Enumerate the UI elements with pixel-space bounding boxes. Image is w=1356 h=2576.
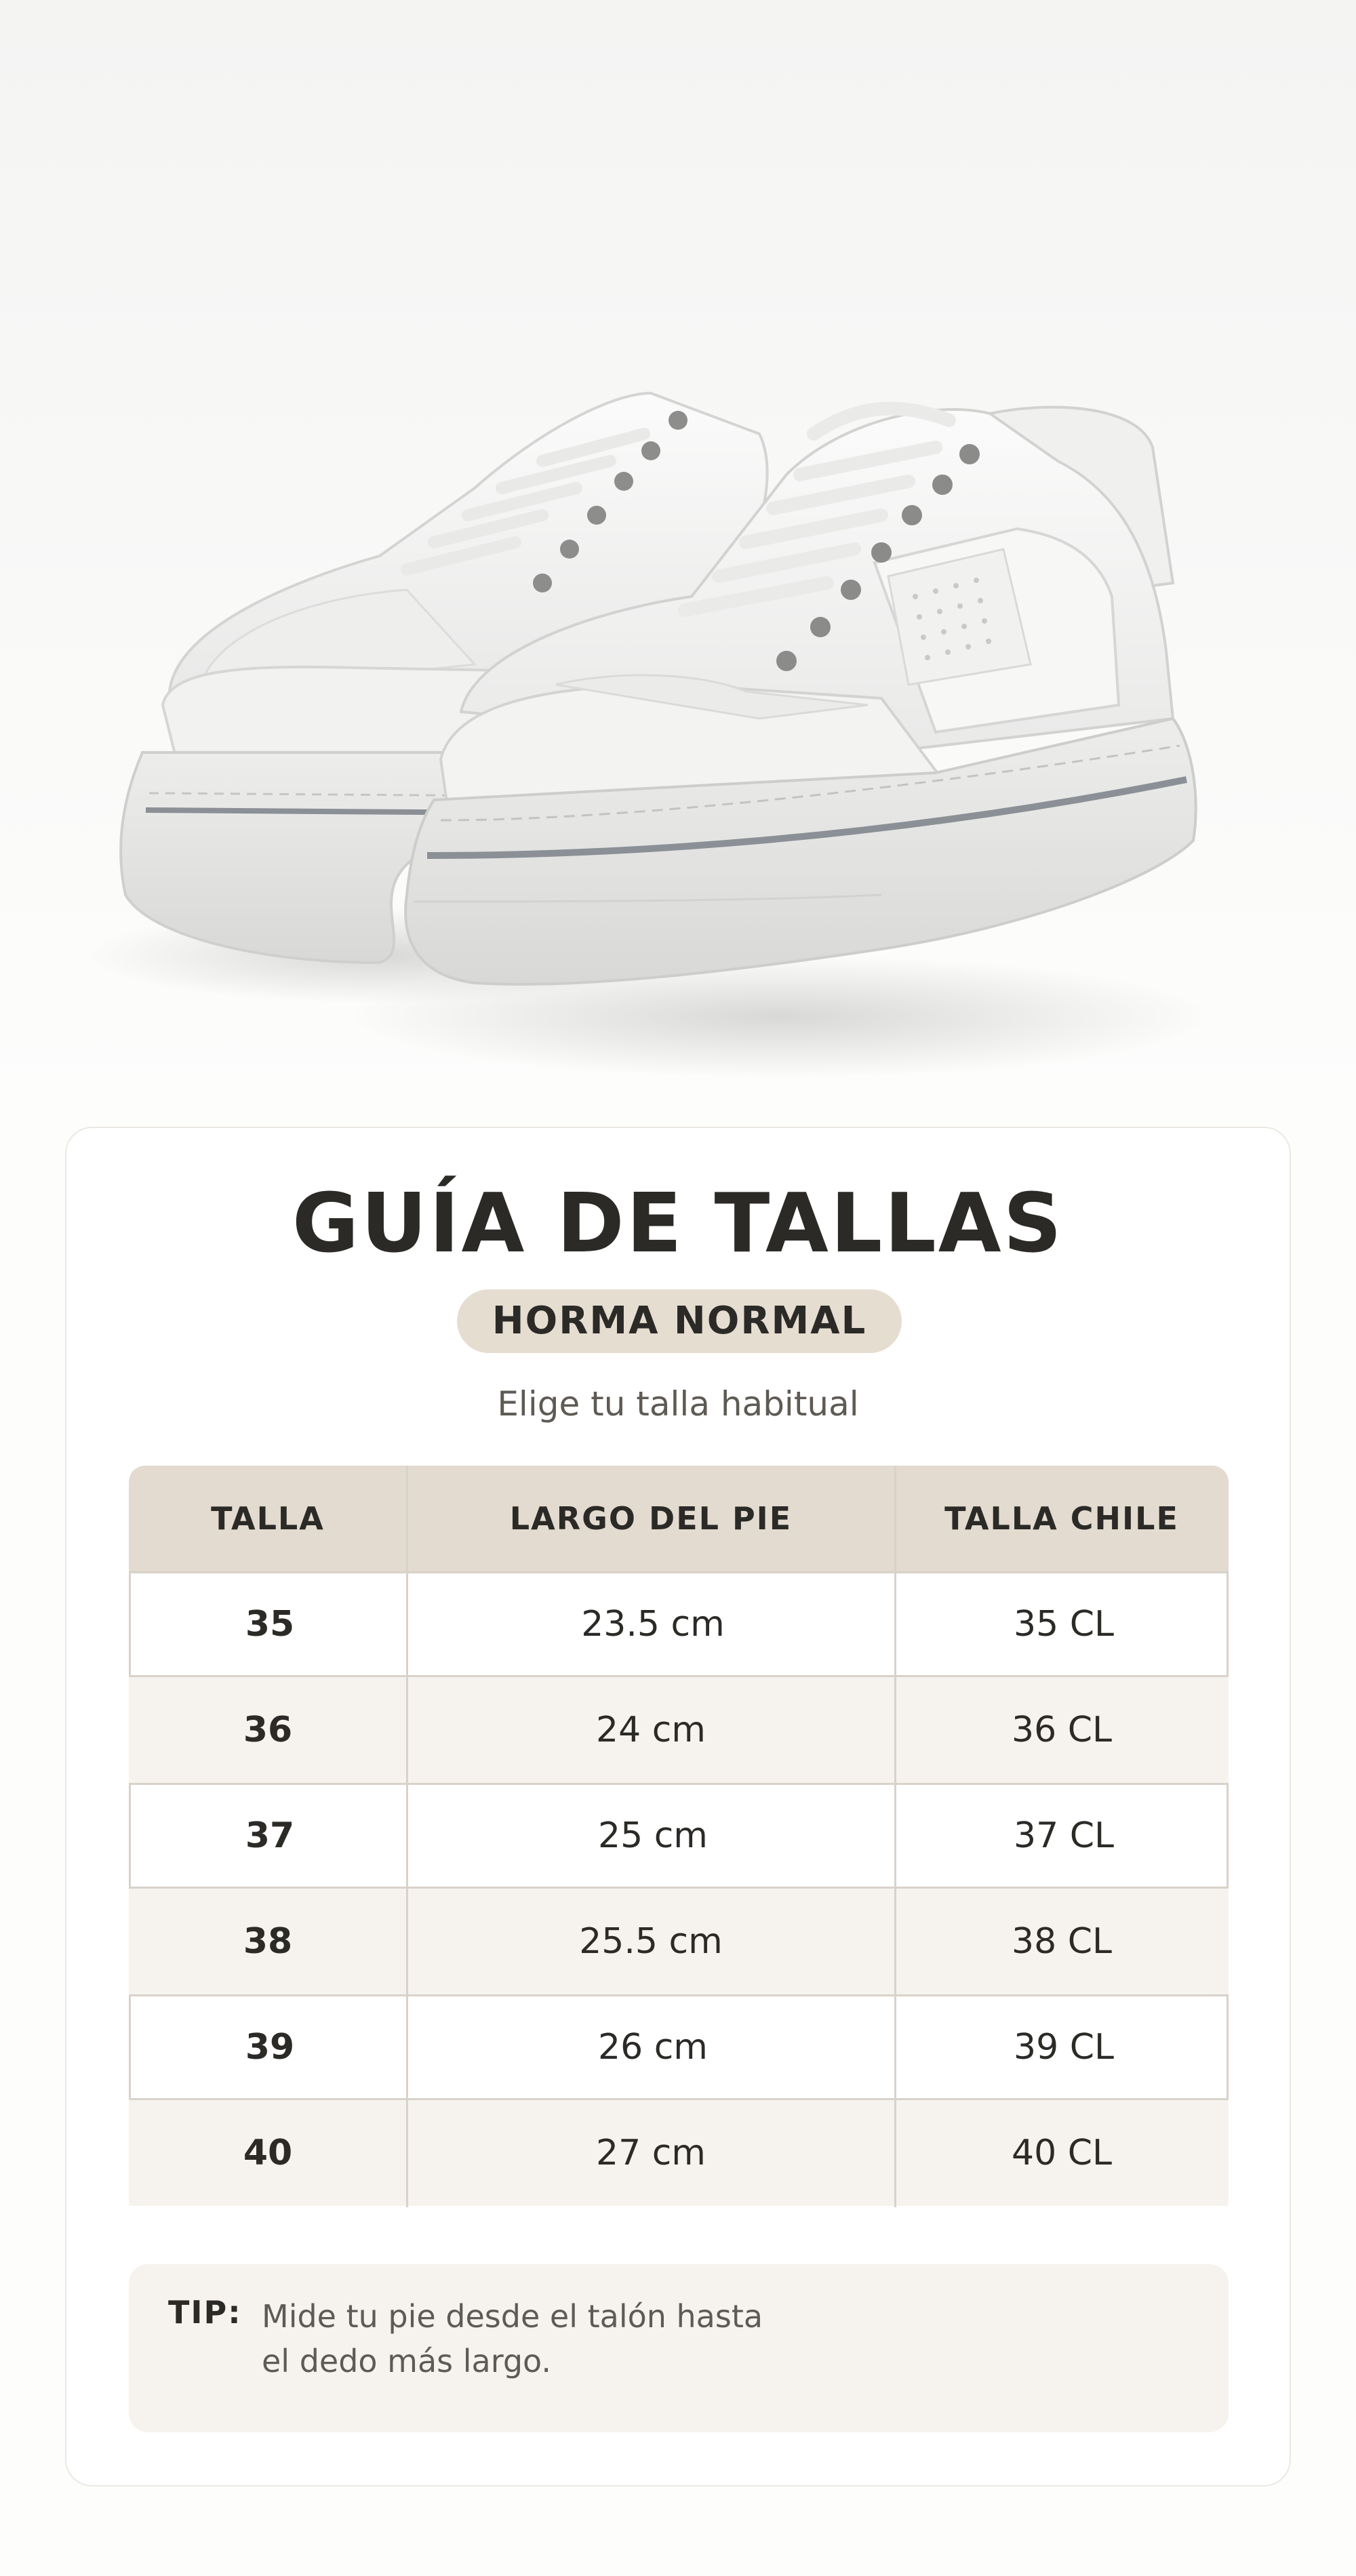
table-row — [129, 1889, 1229, 1994]
header-talla-chile: TALLA CHILE — [944, 1500, 1179, 1537]
column-divider — [406, 1466, 408, 2207]
tip-label: TIP: — [168, 2294, 242, 2331]
table-row — [129, 2100, 1229, 2206]
cell-largo: 25.5 cm — [579, 1921, 723, 1962]
size-table — [129, 1466, 1229, 2207]
cell-talla-chile: 37 CL — [1014, 1815, 1114, 1856]
header-largo-del-pie: LARGO DEL PIE — [509, 1500, 793, 1537]
header-talla: TALLA — [211, 1500, 325, 1537]
cell-largo: 24 cm — [596, 1710, 706, 1750]
cell-talla-chile: 38 CL — [1012, 1921, 1112, 1962]
cell-talla: 38 — [243, 1921, 293, 1962]
product-image — [0, 0, 1356, 1125]
cell-talla-chile: 40 CL — [1012, 2133, 1112, 2173]
fit-badge: HORMA NORMAL — [457, 1289, 902, 1353]
cell-largo: 27 cm — [596, 2133, 706, 2173]
table-row — [129, 1677, 1229, 1783]
cell-largo: 25 cm — [598, 1815, 708, 1856]
cell-talla: 37 — [245, 1815, 295, 1856]
size-guide-card — [65, 1127, 1291, 2487]
tip-text — [262, 2294, 872, 2383]
table-row — [129, 1571, 1229, 1677]
cell-talla-chile: 39 CL — [1014, 2027, 1114, 2068]
column-divider — [894, 1466, 896, 2207]
cell-talla-chile: 36 CL — [1012, 1710, 1112, 1750]
white-platform-sneakers-image — [0, 0, 1356, 1125]
tip-box — [129, 2264, 1229, 2432]
table-row — [129, 1994, 1229, 2100]
cell-talla: 40 — [243, 2133, 293, 2173]
table-header — [129, 1466, 1229, 1571]
page-title: GUÍA DE TALLAS — [292, 1177, 1064, 1271]
cell-talla: 36 — [243, 1710, 293, 1750]
cell-largo: 26 cm — [598, 2027, 708, 2068]
cell-talla: 39 — [245, 2027, 295, 2068]
cell-largo: 23.5 cm — [581, 1604, 725, 1645]
cell-talla-chile: 35 CL — [1014, 1604, 1114, 1645]
subtitle: Elige tu talla habitual — [497, 1384, 859, 1424]
cell-talla: 35 — [245, 1604, 295, 1645]
tip-line-1: Mide tu pie desde el talón hasta — [262, 2298, 763, 2335]
table-row — [129, 1783, 1229, 1889]
tip-line-2: el dedo más largo. — [262, 2343, 551, 2379]
